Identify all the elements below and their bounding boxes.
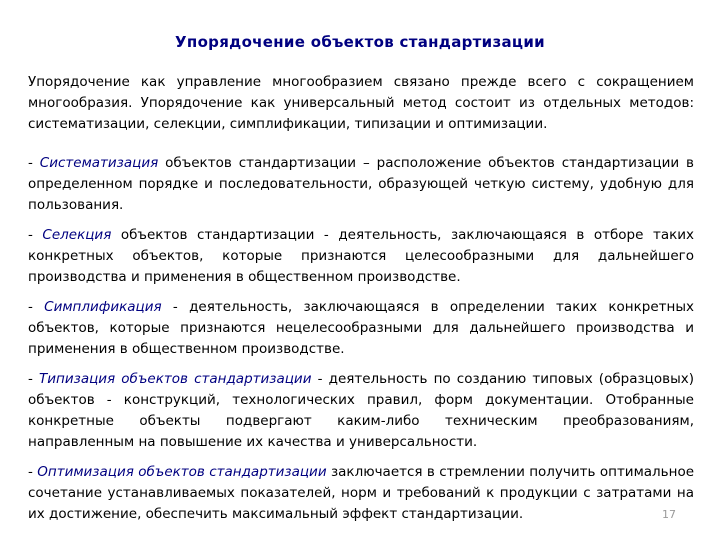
bullet-dash: -: [28, 227, 33, 243]
definition-text: - деятельность по созданию типовых (образцовых) объектов - конструкций, технологических правил, форм документации. Отобранные конкретные объекты подвергают каким-либо техническим преобразованиям, направленным на повышение их качества и универсальности.: [28, 371, 694, 450]
definition-text: объектов стандартизации - деятельность, заключающаяся в отборе таких конкретных объектов, которые признаются целесообразными для дальнейшего производства и применения в общественном производстве.: [28, 227, 695, 285]
term-typification: Типизация объектов стандартизации: [39, 371, 312, 387]
definition-optimization: [28, 462, 694, 525]
bullet-dash: -: [28, 371, 33, 387]
bullet-dash: -: [28, 464, 33, 480]
term-optimization: Оптимизация объектов стандартизации: [37, 464, 327, 480]
page-number: 17: [662, 508, 676, 521]
definition-typification: [28, 369, 694, 453]
bullet-dash: -: [28, 155, 33, 171]
bullet-dash: -: [28, 299, 33, 315]
definition-text: объектов стандартизации – расположение объектов стандартизации в определенном порядке и последовательности, образующей четкую систему, удобную для пользования.: [28, 155, 694, 213]
definition-selection: [28, 225, 694, 288]
definition-systematization: [28, 153, 694, 216]
definition-simplification: [28, 297, 694, 360]
term-selection: Селекция: [42, 227, 112, 243]
definition-text: - деятельность, заключающаяся в определении таких конкретных объектов, которые признаются нецелесообразными для дальнейшего производства и применения в общественном производстве.: [28, 299, 695, 357]
slide-content: [28, 72, 694, 534]
definition-text: заключается в стремлении получить оптимальное сочетание устанавливаемых показателей, норм и требований к продукции с затратами на их достижение, обеспечить максимальный эффект стандартизации.: [28, 464, 695, 522]
term-simplification: Симплификация: [44, 299, 162, 315]
slide-title: Упорядочение объектов стандартизации: [175, 33, 545, 51]
term-systematization: Систематизация: [39, 155, 159, 171]
intro-paragraph: Упорядочение как управление многообразием связано прежде всего с сокращением многообразия. Упорядочение как универсальный метод состоит из отдельных методов: систематизации, селекции, симплификации, типизации и оптимизации.: [28, 74, 694, 132]
